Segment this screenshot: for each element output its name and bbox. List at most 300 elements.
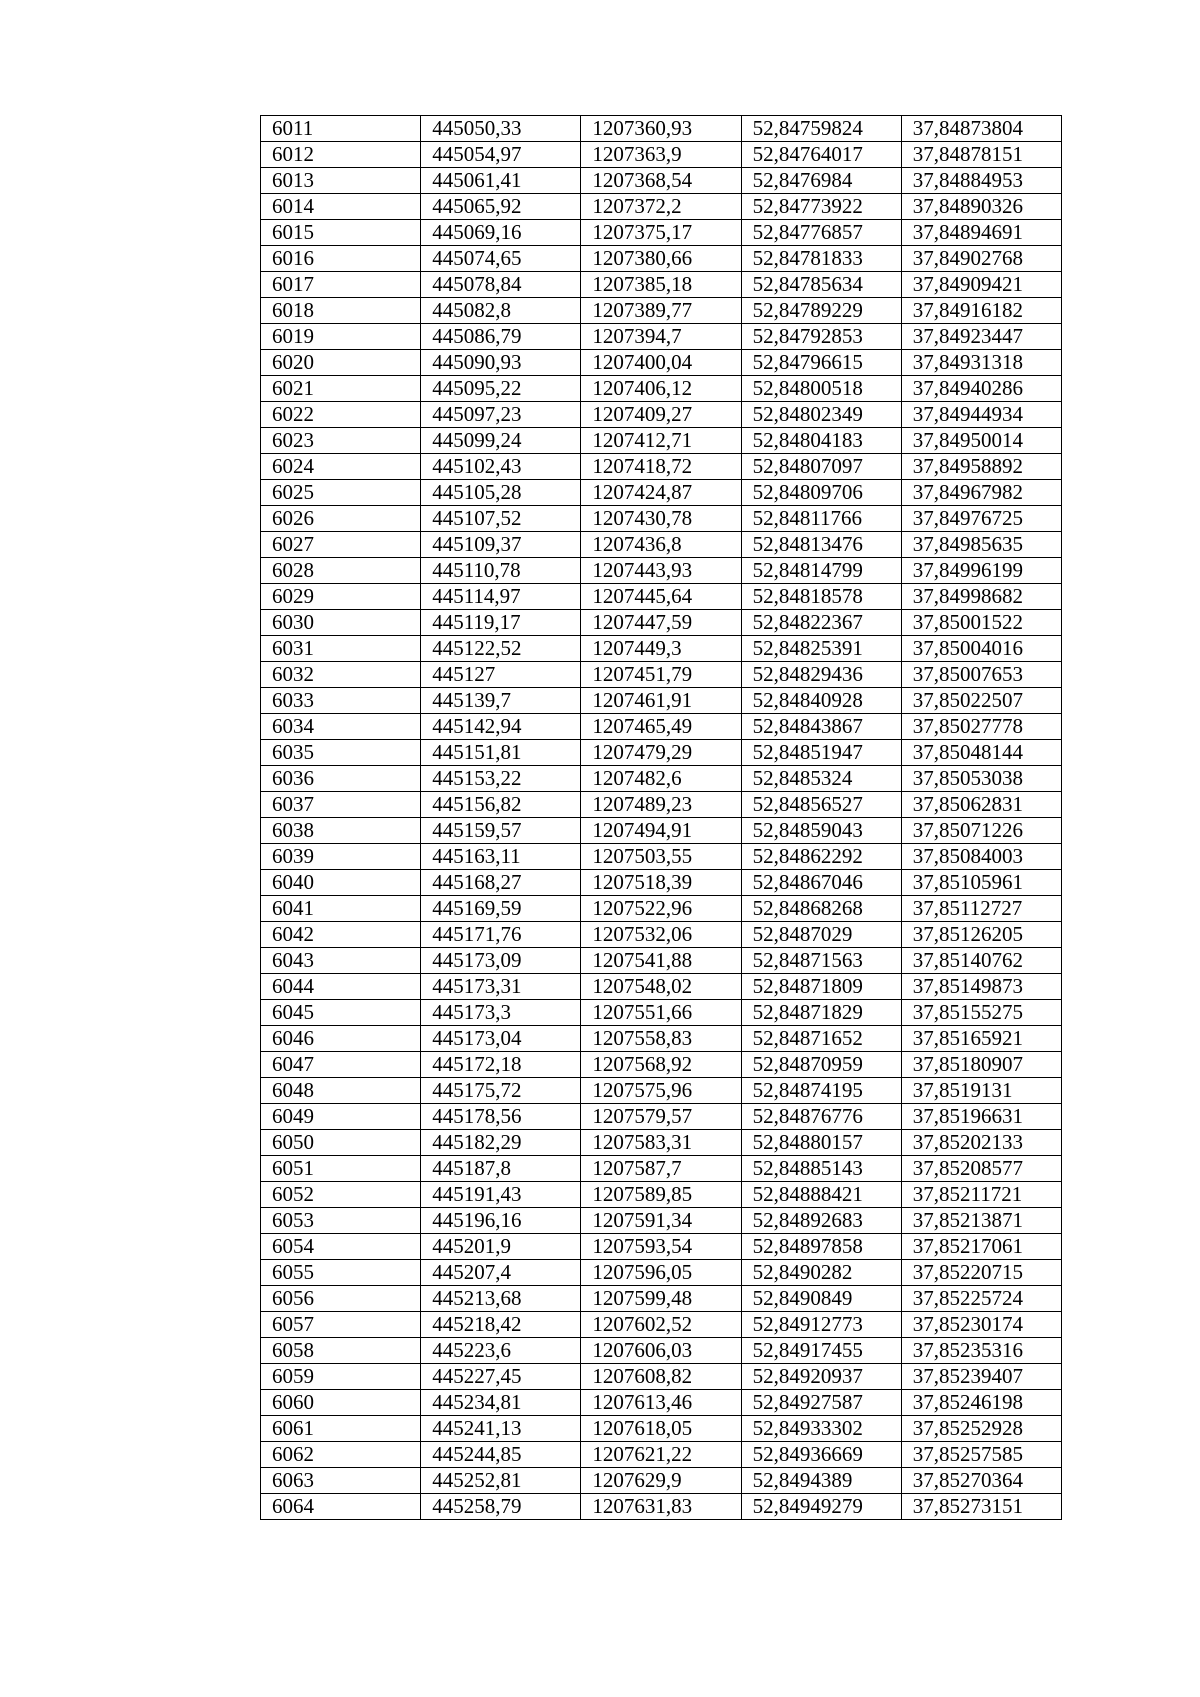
table-row	[261, 896, 1062, 922]
longitude-cell: 37,85252928	[901, 1416, 1061, 1442]
table-row	[261, 116, 1062, 142]
table-row	[261, 168, 1062, 194]
longitude-cell: 37,85270364	[901, 1468, 1061, 1494]
table-row	[261, 974, 1062, 1000]
y-coordinate-cell: 1207479,29	[581, 740, 741, 766]
latitude-cell: 52,84917455	[741, 1338, 901, 1364]
y-coordinate-cell: 1207385,18	[581, 272, 741, 298]
x-coordinate-cell: 445173,31	[421, 974, 581, 1000]
latitude-cell: 52,8490282	[741, 1260, 901, 1286]
y-coordinate-cell: 1207489,23	[581, 792, 741, 818]
latitude-cell: 52,8487029	[741, 922, 901, 948]
y-coordinate-cell: 1207541,88	[581, 948, 741, 974]
point-number-cell: 6060	[261, 1390, 421, 1416]
longitude-cell: 37,85149873	[901, 974, 1061, 1000]
y-coordinate-cell: 1207412,71	[581, 428, 741, 454]
latitude-cell: 52,84843867	[741, 714, 901, 740]
latitude-cell: 52,84876776	[741, 1104, 901, 1130]
x-coordinate-cell: 445241,13	[421, 1416, 581, 1442]
table-row	[261, 428, 1062, 454]
longitude-cell: 37,8519131	[901, 1078, 1061, 1104]
x-coordinate-cell: 445196,16	[421, 1208, 581, 1234]
y-coordinate-cell: 1207368,54	[581, 168, 741, 194]
latitude-cell: 52,84792853	[741, 324, 901, 350]
y-coordinate-cell: 1207430,78	[581, 506, 741, 532]
y-coordinate-cell: 1207579,57	[581, 1104, 741, 1130]
point-number-cell: 6046	[261, 1026, 421, 1052]
x-coordinate-cell: 445090,93	[421, 350, 581, 376]
y-coordinate-cell: 1207380,66	[581, 246, 741, 272]
longitude-cell: 37,84967982	[901, 480, 1061, 506]
longitude-cell: 37,84894691	[901, 220, 1061, 246]
x-coordinate-cell: 445105,28	[421, 480, 581, 506]
table-row	[261, 740, 1062, 766]
x-coordinate-cell: 445168,27	[421, 870, 581, 896]
latitude-cell: 52,8490849	[741, 1286, 901, 1312]
latitude-cell: 52,84897858	[741, 1234, 901, 1260]
x-coordinate-cell: 445054,97	[421, 142, 581, 168]
x-coordinate-cell: 445110,78	[421, 558, 581, 584]
longitude-cell: 37,85235316	[901, 1338, 1061, 1364]
latitude-cell: 52,84859043	[741, 818, 901, 844]
y-coordinate-cell: 1207447,59	[581, 610, 741, 636]
longitude-cell: 37,85004016	[901, 636, 1061, 662]
table-row	[261, 714, 1062, 740]
x-coordinate-cell: 445182,29	[421, 1130, 581, 1156]
table-row	[261, 610, 1062, 636]
x-coordinate-cell: 445201,9	[421, 1234, 581, 1260]
longitude-cell: 37,85246198	[901, 1390, 1061, 1416]
point-number-cell: 6016	[261, 246, 421, 272]
point-number-cell: 6058	[261, 1338, 421, 1364]
longitude-cell: 37,84923447	[901, 324, 1061, 350]
x-coordinate-cell: 445114,97	[421, 584, 581, 610]
point-number-cell: 6019	[261, 324, 421, 350]
latitude-cell: 52,84759824	[741, 116, 901, 142]
table-row	[261, 142, 1062, 168]
y-coordinate-cell: 1207449,3	[581, 636, 741, 662]
longitude-cell: 37,85022507	[901, 688, 1061, 714]
latitude-cell: 52,84871829	[741, 1000, 901, 1026]
longitude-cell: 37,84890326	[901, 194, 1061, 220]
y-coordinate-cell: 1207375,17	[581, 220, 741, 246]
y-coordinate-cell: 1207631,83	[581, 1494, 741, 1520]
longitude-cell: 37,85027778	[901, 714, 1061, 740]
table-row	[261, 246, 1062, 272]
latitude-cell: 52,84825391	[741, 636, 901, 662]
longitude-cell: 37,84940286	[901, 376, 1061, 402]
longitude-cell: 37,84996199	[901, 558, 1061, 584]
table-row	[261, 792, 1062, 818]
y-coordinate-cell: 1207589,85	[581, 1182, 741, 1208]
latitude-cell: 52,84920937	[741, 1364, 901, 1390]
point-number-cell: 6062	[261, 1442, 421, 1468]
latitude-cell: 52,84822367	[741, 610, 901, 636]
latitude-cell: 52,84789229	[741, 298, 901, 324]
longitude-cell: 37,85001522	[901, 610, 1061, 636]
table-row	[261, 1000, 1062, 1026]
table-row	[261, 1312, 1062, 1338]
y-coordinate-cell: 1207606,03	[581, 1338, 741, 1364]
point-number-cell: 6034	[261, 714, 421, 740]
latitude-cell: 52,84840928	[741, 688, 901, 714]
point-number-cell: 6053	[261, 1208, 421, 1234]
table-row	[261, 1338, 1062, 1364]
y-coordinate-cell: 1207451,79	[581, 662, 741, 688]
point-number-cell: 6022	[261, 402, 421, 428]
longitude-cell: 37,84931318	[901, 350, 1061, 376]
y-coordinate-cell: 1207436,8	[581, 532, 741, 558]
point-number-cell: 6037	[261, 792, 421, 818]
y-coordinate-cell: 1207360,93	[581, 116, 741, 142]
latitude-cell: 52,84868268	[741, 896, 901, 922]
x-coordinate-cell: 445069,16	[421, 220, 581, 246]
point-number-cell: 6027	[261, 532, 421, 558]
latitude-cell: 52,84933302	[741, 1416, 901, 1442]
x-coordinate-cell: 445173,3	[421, 1000, 581, 1026]
table-row	[261, 324, 1062, 350]
y-coordinate-cell: 1207424,87	[581, 480, 741, 506]
x-coordinate-cell: 445074,65	[421, 246, 581, 272]
point-number-cell: 6055	[261, 1260, 421, 1286]
latitude-cell: 52,84800518	[741, 376, 901, 402]
x-coordinate-cell: 445258,79	[421, 1494, 581, 1520]
longitude-cell: 37,85217061	[901, 1234, 1061, 1260]
table-row	[261, 454, 1062, 480]
point-number-cell: 6064	[261, 1494, 421, 1520]
point-number-cell: 6056	[261, 1286, 421, 1312]
longitude-cell: 37,85208577	[901, 1156, 1061, 1182]
point-number-cell: 6035	[261, 740, 421, 766]
latitude-cell: 52,84807097	[741, 454, 901, 480]
latitude-cell: 52,84764017	[741, 142, 901, 168]
table-row	[261, 1026, 1062, 1052]
x-coordinate-cell: 445234,81	[421, 1390, 581, 1416]
y-coordinate-cell: 1207593,54	[581, 1234, 741, 1260]
latitude-cell: 52,84885143	[741, 1156, 901, 1182]
point-number-cell: 6025	[261, 480, 421, 506]
longitude-cell: 37,84873804	[901, 116, 1061, 142]
point-number-cell: 6026	[261, 506, 421, 532]
table-row	[261, 870, 1062, 896]
y-coordinate-cell: 1207522,96	[581, 896, 741, 922]
table-row	[261, 1130, 1062, 1156]
x-coordinate-cell: 445097,23	[421, 402, 581, 428]
table-row	[261, 688, 1062, 714]
x-coordinate-cell: 445172,18	[421, 1052, 581, 1078]
longitude-cell: 37,85213871	[901, 1208, 1061, 1234]
latitude-cell: 52,84888421	[741, 1182, 901, 1208]
longitude-cell: 37,85105961	[901, 870, 1061, 896]
x-coordinate-cell: 445082,8	[421, 298, 581, 324]
latitude-cell: 52,84871563	[741, 948, 901, 974]
y-coordinate-cell: 1207400,04	[581, 350, 741, 376]
table-row	[261, 1416, 1062, 1442]
longitude-cell: 37,85180907	[901, 1052, 1061, 1078]
point-number-cell: 6044	[261, 974, 421, 1000]
y-coordinate-cell: 1207618,05	[581, 1416, 741, 1442]
table-row	[261, 1494, 1062, 1520]
table-row	[261, 376, 1062, 402]
x-coordinate-cell: 445142,94	[421, 714, 581, 740]
y-coordinate-cell: 1207548,02	[581, 974, 741, 1000]
latitude-cell: 52,84804183	[741, 428, 901, 454]
y-coordinate-cell: 1207613,46	[581, 1390, 741, 1416]
longitude-cell: 37,84909421	[901, 272, 1061, 298]
latitude-cell: 52,84814799	[741, 558, 901, 584]
point-number-cell: 6038	[261, 818, 421, 844]
x-coordinate-cell: 445127	[421, 662, 581, 688]
latitude-cell: 52,8485324	[741, 766, 901, 792]
point-number-cell: 6049	[261, 1104, 421, 1130]
table-row	[261, 636, 1062, 662]
y-coordinate-cell: 1207394,7	[581, 324, 741, 350]
y-coordinate-cell: 1207596,05	[581, 1260, 741, 1286]
y-coordinate-cell: 1207445,64	[581, 584, 741, 610]
table-row	[261, 1078, 1062, 1104]
table-row	[261, 1208, 1062, 1234]
table-row	[261, 1182, 1062, 1208]
longitude-cell: 37,85196631	[901, 1104, 1061, 1130]
point-number-cell: 6024	[261, 454, 421, 480]
table-row	[261, 922, 1062, 948]
point-number-cell: 6030	[261, 610, 421, 636]
table-row	[261, 1156, 1062, 1182]
y-coordinate-cell: 1207372,2	[581, 194, 741, 220]
x-coordinate-cell: 445223,6	[421, 1338, 581, 1364]
latitude-cell: 52,84871652	[741, 1026, 901, 1052]
x-coordinate-cell: 445207,4	[421, 1260, 581, 1286]
latitude-cell: 52,84851947	[741, 740, 901, 766]
y-coordinate-cell: 1207621,22	[581, 1442, 741, 1468]
x-coordinate-cell: 445159,57	[421, 818, 581, 844]
point-number-cell: 6054	[261, 1234, 421, 1260]
table-row	[261, 350, 1062, 376]
latitude-cell: 52,8476984	[741, 168, 901, 194]
latitude-cell: 52,84936669	[741, 1442, 901, 1468]
x-coordinate-cell: 445178,56	[421, 1104, 581, 1130]
point-number-cell: 6041	[261, 896, 421, 922]
point-number-cell: 6018	[261, 298, 421, 324]
latitude-cell: 52,84818578	[741, 584, 901, 610]
y-coordinate-cell: 1207583,31	[581, 1130, 741, 1156]
longitude-cell: 37,85202133	[901, 1130, 1061, 1156]
latitude-cell: 52,84813476	[741, 532, 901, 558]
table-row	[261, 480, 1062, 506]
y-coordinate-cell: 1207551,66	[581, 1000, 741, 1026]
longitude-cell: 37,85220715	[901, 1260, 1061, 1286]
table-row	[261, 506, 1062, 532]
table-row	[261, 272, 1062, 298]
x-coordinate-cell: 445095,22	[421, 376, 581, 402]
table-row	[261, 194, 1062, 220]
table-row	[261, 662, 1062, 688]
table-row	[261, 1364, 1062, 1390]
table-row	[261, 532, 1062, 558]
table-row	[261, 1234, 1062, 1260]
coordinates-table	[260, 115, 1062, 1520]
longitude-cell: 37,84916182	[901, 298, 1061, 324]
latitude-cell: 52,84781833	[741, 246, 901, 272]
x-coordinate-cell: 445252,81	[421, 1468, 581, 1494]
table-row	[261, 1260, 1062, 1286]
y-coordinate-cell: 1207558,83	[581, 1026, 741, 1052]
x-coordinate-cell: 445086,79	[421, 324, 581, 350]
table-row	[261, 1104, 1062, 1130]
y-coordinate-cell: 1207518,39	[581, 870, 741, 896]
point-number-cell: 6020	[261, 350, 421, 376]
point-number-cell: 6061	[261, 1416, 421, 1442]
x-coordinate-cell: 445175,72	[421, 1078, 581, 1104]
longitude-cell: 37,84902768	[901, 246, 1061, 272]
latitude-cell: 52,84912773	[741, 1312, 901, 1338]
y-coordinate-cell: 1207608,82	[581, 1364, 741, 1390]
longitude-cell: 37,85225724	[901, 1286, 1061, 1312]
longitude-cell: 37,85007653	[901, 662, 1061, 688]
latitude-cell: 52,84829436	[741, 662, 901, 688]
longitude-cell: 37,85126205	[901, 922, 1061, 948]
x-coordinate-cell: 445173,04	[421, 1026, 581, 1052]
x-coordinate-cell: 445169,59	[421, 896, 581, 922]
x-coordinate-cell: 445061,41	[421, 168, 581, 194]
x-coordinate-cell: 445107,52	[421, 506, 581, 532]
point-number-cell: 6048	[261, 1078, 421, 1104]
latitude-cell: 52,84785634	[741, 272, 901, 298]
x-coordinate-cell: 445151,81	[421, 740, 581, 766]
y-coordinate-cell: 1207389,77	[581, 298, 741, 324]
table-row	[261, 818, 1062, 844]
latitude-cell: 52,84773922	[741, 194, 901, 220]
longitude-cell: 37,85084003	[901, 844, 1061, 870]
table-row	[261, 402, 1062, 428]
x-coordinate-cell: 445244,85	[421, 1442, 581, 1468]
y-coordinate-cell: 1207568,92	[581, 1052, 741, 1078]
point-number-cell: 6063	[261, 1468, 421, 1494]
longitude-cell: 37,84884953	[901, 168, 1061, 194]
point-number-cell: 6052	[261, 1182, 421, 1208]
point-number-cell: 6059	[261, 1364, 421, 1390]
point-number-cell: 6029	[261, 584, 421, 610]
table-row	[261, 298, 1062, 324]
table-row	[261, 948, 1062, 974]
point-number-cell: 6012	[261, 142, 421, 168]
longitude-cell: 37,84985635	[901, 532, 1061, 558]
point-number-cell: 6015	[261, 220, 421, 246]
longitude-cell: 37,85053038	[901, 766, 1061, 792]
y-coordinate-cell: 1207409,27	[581, 402, 741, 428]
longitude-cell: 37,84878151	[901, 142, 1061, 168]
longitude-cell: 37,85112727	[901, 896, 1061, 922]
point-number-cell: 6021	[261, 376, 421, 402]
point-number-cell: 6042	[261, 922, 421, 948]
x-coordinate-cell: 445122,52	[421, 636, 581, 662]
x-coordinate-cell: 445099,24	[421, 428, 581, 454]
y-coordinate-cell: 1207494,91	[581, 818, 741, 844]
point-number-cell: 6033	[261, 688, 421, 714]
latitude-cell: 52,8494389	[741, 1468, 901, 1494]
latitude-cell: 52,84809706	[741, 480, 901, 506]
x-coordinate-cell: 445119,17	[421, 610, 581, 636]
x-coordinate-cell: 445065,92	[421, 194, 581, 220]
point-number-cell: 6023	[261, 428, 421, 454]
point-number-cell: 6050	[261, 1130, 421, 1156]
x-coordinate-cell: 445163,11	[421, 844, 581, 870]
x-coordinate-cell: 445187,8	[421, 1156, 581, 1182]
table-row	[261, 1052, 1062, 1078]
y-coordinate-cell: 1207629,9	[581, 1468, 741, 1494]
y-coordinate-cell: 1207587,7	[581, 1156, 741, 1182]
latitude-cell: 52,84927587	[741, 1390, 901, 1416]
point-number-cell: 6011	[261, 116, 421, 142]
y-coordinate-cell: 1207591,34	[581, 1208, 741, 1234]
table-row	[261, 1286, 1062, 1312]
latitude-cell: 52,84796615	[741, 350, 901, 376]
longitude-cell: 37,85048144	[901, 740, 1061, 766]
latitude-cell: 52,84802349	[741, 402, 901, 428]
latitude-cell: 52,84867046	[741, 870, 901, 896]
x-coordinate-cell: 445191,43	[421, 1182, 581, 1208]
table-row	[261, 844, 1062, 870]
point-number-cell: 6045	[261, 1000, 421, 1026]
y-coordinate-cell: 1207443,93	[581, 558, 741, 584]
latitude-cell: 52,84811766	[741, 506, 901, 532]
table-row	[261, 220, 1062, 246]
latitude-cell: 52,84874195	[741, 1078, 901, 1104]
y-coordinate-cell: 1207461,91	[581, 688, 741, 714]
latitude-cell: 52,84870959	[741, 1052, 901, 1078]
y-coordinate-cell: 1207363,9	[581, 142, 741, 168]
x-coordinate-cell: 445213,68	[421, 1286, 581, 1312]
longitude-cell: 37,85211721	[901, 1182, 1061, 1208]
coordinates-table-body	[261, 116, 1062, 1520]
point-number-cell: 6036	[261, 766, 421, 792]
longitude-cell: 37,85062831	[901, 792, 1061, 818]
point-number-cell: 6028	[261, 558, 421, 584]
y-coordinate-cell: 1207575,96	[581, 1078, 741, 1104]
longitude-cell: 37,85071226	[901, 818, 1061, 844]
x-coordinate-cell: 445109,37	[421, 532, 581, 558]
point-number-cell: 6013	[261, 168, 421, 194]
point-number-cell: 6043	[261, 948, 421, 974]
longitude-cell: 37,85230174	[901, 1312, 1061, 1338]
longitude-cell: 37,85257585	[901, 1442, 1061, 1468]
longitude-cell: 37,85155275	[901, 1000, 1061, 1026]
longitude-cell: 37,84998682	[901, 584, 1061, 610]
x-coordinate-cell: 445078,84	[421, 272, 581, 298]
table-row	[261, 584, 1062, 610]
x-coordinate-cell: 445139,7	[421, 688, 581, 714]
point-number-cell: 6040	[261, 870, 421, 896]
y-coordinate-cell: 1207599,48	[581, 1286, 741, 1312]
y-coordinate-cell: 1207602,52	[581, 1312, 741, 1338]
y-coordinate-cell: 1207406,12	[581, 376, 741, 402]
point-number-cell: 6047	[261, 1052, 421, 1078]
longitude-cell: 37,84944934	[901, 402, 1061, 428]
latitude-cell: 52,84862292	[741, 844, 901, 870]
latitude-cell: 52,84776857	[741, 220, 901, 246]
x-coordinate-cell: 445218,42	[421, 1312, 581, 1338]
latitude-cell: 52,84871809	[741, 974, 901, 1000]
point-number-cell: 6031	[261, 636, 421, 662]
y-coordinate-cell: 1207418,72	[581, 454, 741, 480]
longitude-cell: 37,85140762	[901, 948, 1061, 974]
latitude-cell: 52,84856527	[741, 792, 901, 818]
point-number-cell: 6057	[261, 1312, 421, 1338]
latitude-cell: 52,84949279	[741, 1494, 901, 1520]
longitude-cell: 37,84958892	[901, 454, 1061, 480]
y-coordinate-cell: 1207503,55	[581, 844, 741, 870]
table-row	[261, 1442, 1062, 1468]
